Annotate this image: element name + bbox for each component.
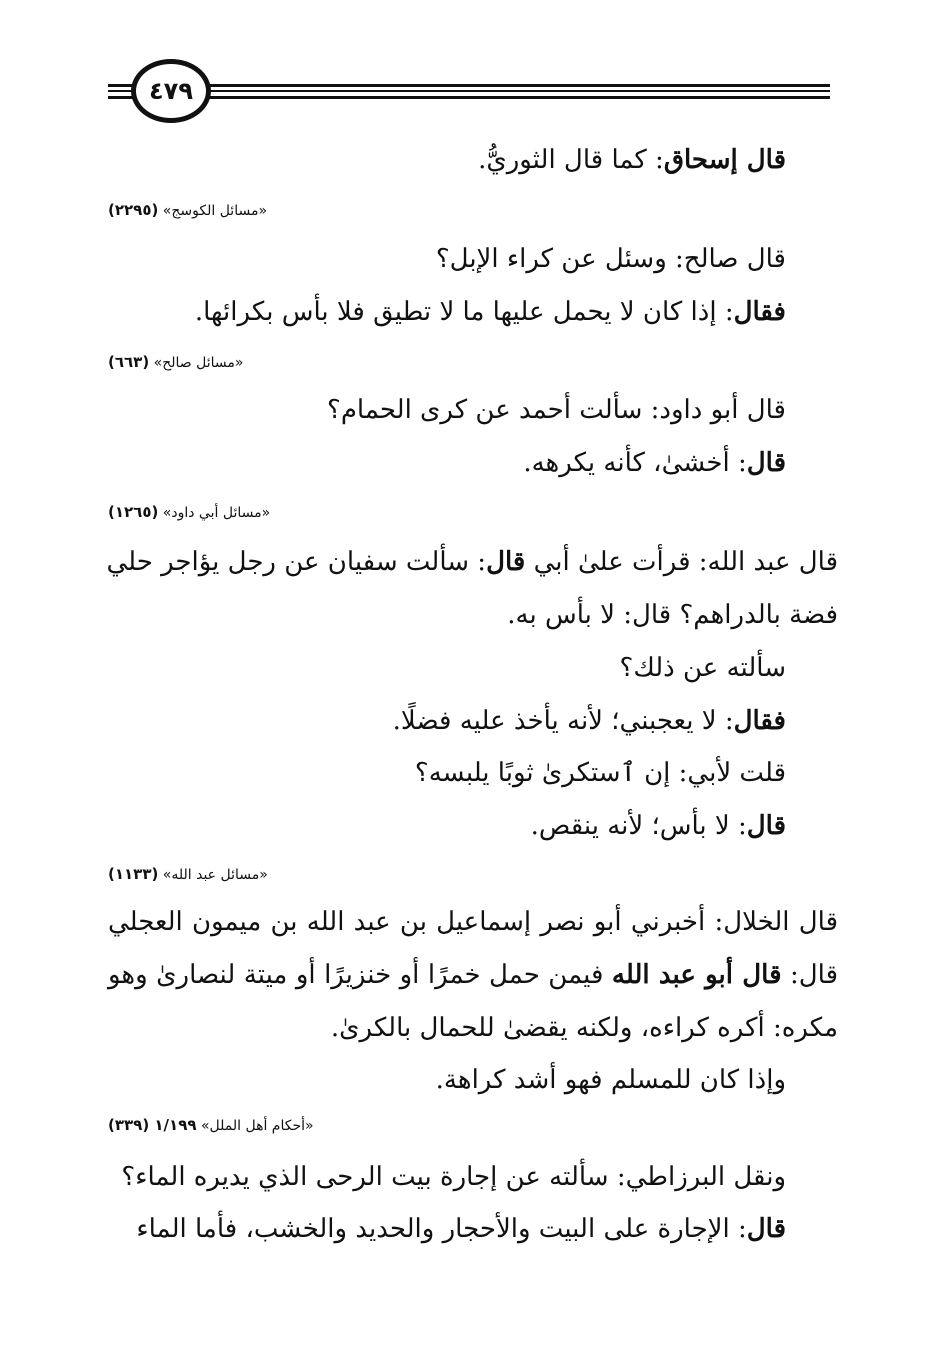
text-line-4 xyxy=(327,393,786,427)
text-line-13 xyxy=(108,958,838,992)
text-line-17 xyxy=(136,1212,786,1246)
line-text: قال أبو داود: سألت أحمد عن كرى الحمام؟ xyxy=(327,395,786,425)
source-citation-1 xyxy=(108,200,267,221)
line-text: : كما قال الثوريُّ. xyxy=(478,145,664,175)
source-citation-2 xyxy=(108,352,243,373)
speaker-label: فقال xyxy=(733,706,786,736)
line-text: وإذا كان للمسلم فهو أشد كراهة. xyxy=(435,1065,786,1095)
text-line-8 xyxy=(620,651,786,685)
line-text: : أخشىٰ، كأنه يكرهه. xyxy=(523,448,747,478)
source-number: (١١٣٣) xyxy=(108,865,159,883)
line-text: قال: xyxy=(781,960,838,990)
page-number: ٤٧٩ xyxy=(149,77,193,105)
speaker-label: قال xyxy=(746,811,786,841)
line-text: فيمن حمل خمرًا أو خنزيرًا أو ميتة لنصارىٰ وهو xyxy=(108,960,612,990)
line-text: قال عبد الله: قرأت علىٰ أبي xyxy=(525,547,838,577)
line-text: ونقل البرزاطي: سألته عن إجارة بيت الرحى الذي يديره الماء؟ xyxy=(121,1162,786,1192)
source-title: «مسائل عبد الله» xyxy=(162,867,268,883)
line-text: قال صالح: وسئل عن كراء الإبل؟ xyxy=(435,244,786,274)
speaker-label: فقال xyxy=(733,297,786,327)
source-citation-3 xyxy=(108,502,270,523)
line-text: : الإجارة على البيت والأحجار والحديد والخشب، فأما الماء xyxy=(136,1214,747,1244)
speaker-label: قال xyxy=(486,547,526,577)
speaker-label: قال إسحاق xyxy=(663,145,786,175)
line-text: قلت لأبي: إن ٱستكرىٰ ثوبًا يلبسه؟ xyxy=(414,758,786,788)
source-number: (٦٦٣) xyxy=(108,353,150,371)
source-title: «مسائل أبي داود» xyxy=(162,505,271,521)
header-rule-top xyxy=(108,84,830,87)
text-line-11 xyxy=(531,809,786,843)
line-text: : لا يعجبني؛ لأنه يأخذ عليه فضلًا. xyxy=(392,706,734,736)
text-line-9 xyxy=(393,704,786,738)
header-rule-bottom xyxy=(108,96,830,99)
text-line-1 xyxy=(478,143,786,177)
source-title: «أحكام أهل الملل» xyxy=(200,1118,314,1134)
speaker-label: قال xyxy=(746,1214,786,1244)
line-text: فضة بالدراهم؟ قال: لا بأس به. xyxy=(507,600,838,630)
source-number: ١/١٩٩ (٣٣٩) xyxy=(108,1116,197,1134)
speaker-label: قال xyxy=(746,448,786,478)
text-line-6 xyxy=(108,545,838,579)
text-line-5 xyxy=(523,446,786,480)
source-number: (١٢٦٥) xyxy=(108,503,159,521)
text-line-2 xyxy=(436,242,786,276)
line-text: : سألت سفيان عن رجل يؤاجر حلي xyxy=(106,547,487,577)
page-number-badge xyxy=(131,59,211,123)
line-text: سألته عن ذلك؟ xyxy=(619,653,786,683)
header-rule-middle xyxy=(108,90,830,92)
line-text: : إذا كان لا يحمل عليها ما لا تطيق فلا بأس بكرائها. xyxy=(194,297,734,327)
text-line-14 xyxy=(331,1011,838,1045)
source-citation-5 xyxy=(108,1115,314,1136)
text-line-10 xyxy=(415,756,786,790)
text-line-16 xyxy=(121,1160,786,1194)
source-title: «مسائل الكوسج» xyxy=(162,203,268,219)
source-citation-4 xyxy=(108,864,268,885)
speaker-label: قال أبو عبد الله xyxy=(611,960,782,990)
line-text: مكره: أكره كراءه، ولكنه يقضىٰ للحمال بالكرىٰ. xyxy=(330,1013,838,1043)
text-line-12 xyxy=(108,905,838,939)
source-title: «مسائل صالح» xyxy=(153,355,244,371)
line-text: : لا بأس؛ لأنه ينقص. xyxy=(530,811,747,841)
text-line-15 xyxy=(436,1063,786,1097)
source-number: (٢٢٩٥) xyxy=(108,201,159,219)
text-line-7 xyxy=(507,598,838,632)
line-text: قال الخلال: أخبرني أبو نصر إسماعيل بن عبد الله بن ميمون العجلي xyxy=(108,907,838,937)
text-line-3 xyxy=(195,295,786,329)
